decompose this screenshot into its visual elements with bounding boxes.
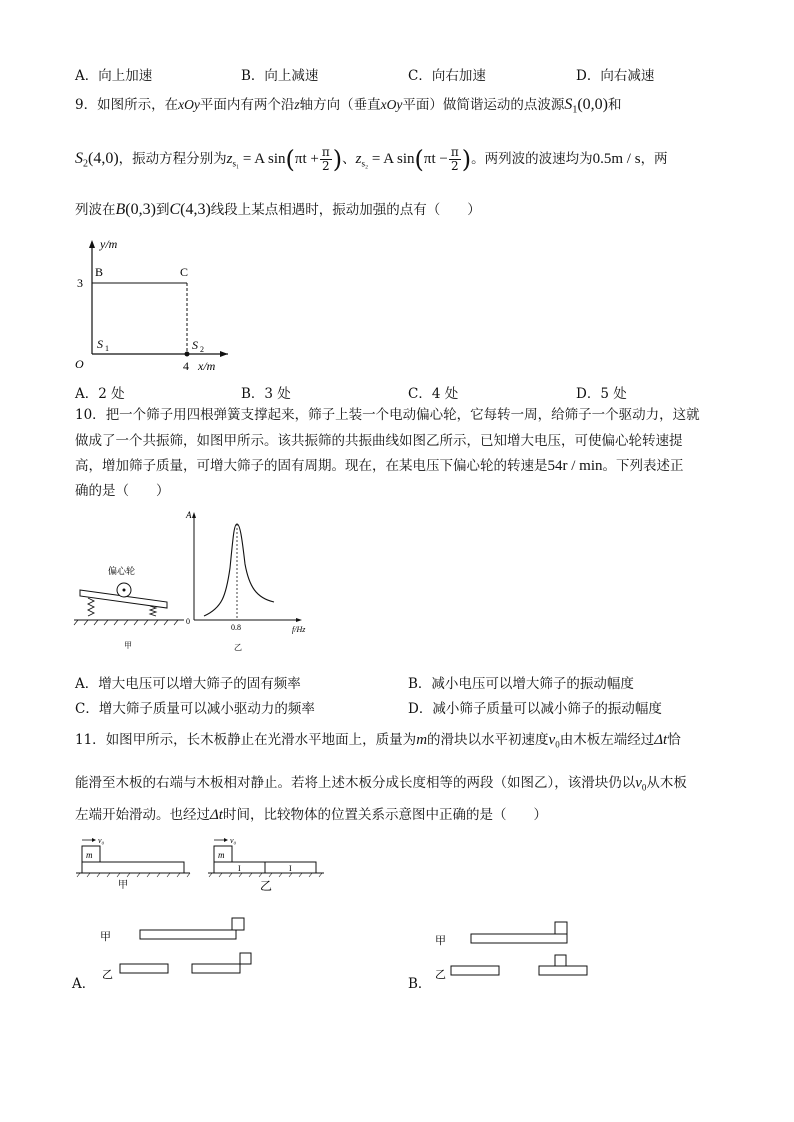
q9-option-b <box>241 382 291 402</box>
numerator: π <box>450 145 459 159</box>
board-jia <box>140 930 236 939</box>
caption-yi: 乙 <box>234 643 242 652</box>
board-jia <box>471 934 567 943</box>
text: 如图甲所示，长木板静止在光滑水平地面上，质量为 <box>105 732 417 748</box>
velocity-label: v₀ <box>230 836 237 845</box>
fraction-pi-over-2 <box>320 146 332 173</box>
q10-line3 <box>75 457 684 475</box>
math-dt: Δt <box>654 732 668 748</box>
label-yi: 乙 <box>102 969 113 981</box>
board-yi-2 <box>192 964 240 973</box>
label-s1-sub: 1 <box>105 344 109 353</box>
peak-f-label: 0.8 <box>231 623 241 632</box>
label-o: O <box>75 357 84 371</box>
tick-3: 3 <box>77 276 83 290</box>
math: πt − <box>423 151 448 167</box>
caption-jia: 甲 <box>118 880 128 891</box>
label-jia: 甲 <box>100 931 111 943</box>
x-axis-arrow-icon <box>220 351 228 357</box>
q10-option-d <box>408 697 662 717</box>
math-S2: S <box>75 150 83 167</box>
math: πt + <box>294 151 319 167</box>
y-axis-arrow-icon <box>192 512 196 518</box>
text: ，两 <box>640 151 668 167</box>
option-label: A． <box>75 386 99 402</box>
q9-line3 <box>75 201 481 219</box>
option-text: 增大电压可以增大筛子的固有频率 <box>98 676 301 692</box>
question-number: 10． <box>75 407 106 423</box>
q10-line4 <box>75 482 170 500</box>
option-label: C． <box>408 386 432 402</box>
velocity-label: v₀ <box>98 836 105 845</box>
subscript: 2 <box>83 158 88 170</box>
text: 。两列波的波速均为 <box>471 151 593 167</box>
math-z: z <box>226 151 233 167</box>
text: 轴方向（垂直 <box>299 97 381 113</box>
text: 列波在 <box>75 202 116 218</box>
text: 左端开始滑动。也经过 <box>75 807 210 823</box>
board-yi-1 <box>451 966 499 975</box>
text: 做成了一个共振筛，如图甲所示。该共振筛的共振曲线如图乙所示，已知增大电压，可使偏心轮转速提 <box>75 433 683 449</box>
math-m: m <box>416 732 428 748</box>
option-text: 4 处 <box>431 386 459 402</box>
text: ，振动方程分别为 <box>118 151 227 167</box>
q10-option-a <box>75 672 301 692</box>
coords: (4,0) <box>88 150 119 167</box>
fraction-pi-over-2 <box>449 146 461 173</box>
q11-line3 <box>75 806 547 824</box>
option-text: 向右减速 <box>600 68 655 84</box>
label-b: B <box>95 265 104 279</box>
coords: (4,3) <box>180 201 211 218</box>
text: 线段上某点相遇时，振动加强的点有（ ） <box>210 202 481 218</box>
math-v0: v <box>635 775 642 791</box>
block-label: m <box>218 850 225 860</box>
text: 平面）做简谐运动的点波源 <box>402 97 565 113</box>
tick-4: 4 <box>183 359 189 373</box>
subscript: 0 <box>555 739 560 750</box>
text: 的滑块以水平初速度 <box>427 732 549 748</box>
text: 。下列表述正 <box>602 458 684 474</box>
board-mark: I <box>289 864 292 873</box>
text: 和 <box>607 97 622 113</box>
q9-option-a <box>75 382 125 402</box>
block-jia <box>232 918 244 930</box>
option-label: B． <box>241 68 265 84</box>
ground-hatch <box>74 620 178 625</box>
math-xOy: xOy <box>178 97 200 112</box>
text: 、 <box>342 151 356 167</box>
option-label: A． <box>75 68 99 84</box>
q8-option-c <box>408 64 486 84</box>
axis-a-label: A <box>186 510 192 520</box>
spring-right <box>150 606 156 616</box>
label-s2: S <box>192 338 198 352</box>
text: 到 <box>155 202 170 218</box>
q10-option-b <box>408 672 634 692</box>
option-label: C． <box>75 701 99 717</box>
math-xOy: xOy <box>380 97 403 112</box>
denominator: 2 <box>450 159 459 173</box>
math-z: z <box>294 97 300 112</box>
option-text: 减小电压可以增大筛子的振动幅度 <box>431 676 634 692</box>
subscript: s₁ <box>232 158 240 169</box>
block-yi <box>555 955 566 966</box>
denominator: 2 <box>322 159 330 173</box>
q11-option-a-figure <box>70 912 260 992</box>
text: 时间，比较物体的位置关系示意图中正确的是（ ） <box>222 807 547 823</box>
y-label: y/m <box>100 237 118 251</box>
label-s2-sub: 2 <box>200 345 204 354</box>
text: 如图所示，在 <box>97 97 179 113</box>
q11-option-b-label <box>408 972 431 992</box>
text: 能滑至木板的右端与木板相对静止。若将上述木板分成长度相等的两段（如图乙），该滑块仍以 <box>75 775 636 791</box>
label-yi: 乙 <box>435 969 446 981</box>
question-number: 9． <box>75 97 98 113</box>
y-axis-arrow-icon <box>89 240 95 248</box>
question-number: 11． <box>75 732 106 748</box>
wheel-label: 偏心轮 <box>108 566 136 576</box>
option-text: 向右加速 <box>431 68 486 84</box>
coords: (0,3) <box>125 201 156 218</box>
spring-left <box>88 598 94 616</box>
block-yi <box>240 953 251 964</box>
zero-label: 0 <box>186 617 190 626</box>
q11-line2 <box>75 774 687 797</box>
caption-jia: 甲 <box>124 641 132 650</box>
math-z: z <box>355 151 362 167</box>
text: 平面内有两个沿 <box>199 97 295 113</box>
option-label: D． <box>408 701 433 717</box>
x-label: x/m <box>198 359 216 373</box>
option-text: 减小筛子质量可以减小筛子的振动幅度 <box>432 701 662 717</box>
axis-f-label: f/Hz <box>292 625 306 634</box>
option-label: A． <box>75 676 99 692</box>
block-label: m <box>86 850 93 860</box>
label-jia: 甲 <box>435 935 446 947</box>
q11-option-b-figure <box>415 914 605 994</box>
board-jia <box>82 862 184 873</box>
text: 从木板 <box>646 775 687 791</box>
x-axis-arrow-icon <box>296 618 302 622</box>
math-S1: S <box>564 96 573 113</box>
q9-line2: $S_2(4,0)$，振动方程分别为$z_{s_1} = A$ sin(πt + $\frac{\pi}{2}$ )、$z_{s_2} = A$ sin(πt − $\frac{\pi}{2}$ )。两列波的波速均为0.5m / s，两 <box>75 145 668 174</box>
option-label: B． <box>241 386 265 402</box>
q11-line1 <box>75 731 681 754</box>
math-B: B <box>115 201 126 218</box>
q9-option-d <box>576 382 627 402</box>
option-text: 2 处 <box>98 386 125 402</box>
text: 确的是（ ） <box>75 483 170 499</box>
label-c: C <box>180 265 189 279</box>
velocity-arrow-icon <box>224 838 228 842</box>
math: = A sin <box>239 151 286 167</box>
velocity-arrow-icon <box>92 838 96 842</box>
subscript: 1 <box>572 104 578 116</box>
option-label: D． <box>576 386 601 402</box>
q10-resonance-chart <box>182 508 317 658</box>
speed-value: 0.5m / s <box>592 151 641 167</box>
option-text: 5 处 <box>600 386 627 402</box>
option-label: B． <box>408 976 432 992</box>
board-mark: I <box>238 864 241 873</box>
option-label: B． <box>408 676 432 692</box>
speed-value: 54r / min <box>547 458 603 474</box>
math-C: C <box>169 201 181 218</box>
coords: (0,0) <box>577 96 608 113</box>
q9-line1 <box>75 96 621 120</box>
option-text: 3 处 <box>264 386 291 402</box>
subscript: 0 <box>641 782 647 793</box>
q10-option-c <box>75 697 315 717</box>
q11-setup-figure <box>72 834 332 894</box>
text: 把一个筛子用四根弹簧支撑起来，筛子上装一个电动偏心轮，它每转一周，给筛子一个驱动力，这就 <box>105 407 700 423</box>
option-label: A． <box>72 976 96 992</box>
q10-line2 <box>75 432 683 450</box>
math: = A sin <box>368 151 415 167</box>
resonance-curve <box>204 524 274 616</box>
option-text: 增大筛子质量可以减小驱动力的频率 <box>98 701 315 717</box>
q8-option-a <box>75 64 152 84</box>
option-text: 向上加速 <box>98 68 153 84</box>
option-label: C． <box>408 68 432 84</box>
q8-option-b <box>241 64 318 84</box>
q9-coordinate-figure <box>70 236 240 376</box>
numerator: π <box>321 145 330 159</box>
math-v0: v <box>548 732 556 748</box>
q8-option-d <box>576 64 654 84</box>
board-yi-2 <box>539 966 587 975</box>
option-label: D． <box>576 68 601 84</box>
math-dt: Δt <box>210 807 223 823</box>
q10-sieve-figure <box>72 560 187 655</box>
q9-option-c <box>408 382 458 402</box>
point-s2 <box>185 352 190 357</box>
block-jia <box>555 922 567 934</box>
caption-yi: 乙 <box>260 879 273 893</box>
text: 恰 <box>667 732 681 748</box>
option-text: 向上减速 <box>264 68 319 84</box>
text: 高，增加筛子质量，可增大筛子的固有周期。现在，在某电压下偏心轮的转速是 <box>75 458 548 474</box>
q11-option-a-label <box>72 972 95 992</box>
q10-line1 <box>75 406 700 424</box>
text: 由木板左端经过 <box>559 732 655 748</box>
board-yi-1 <box>120 964 168 973</box>
label-s1: S <box>97 337 103 351</box>
